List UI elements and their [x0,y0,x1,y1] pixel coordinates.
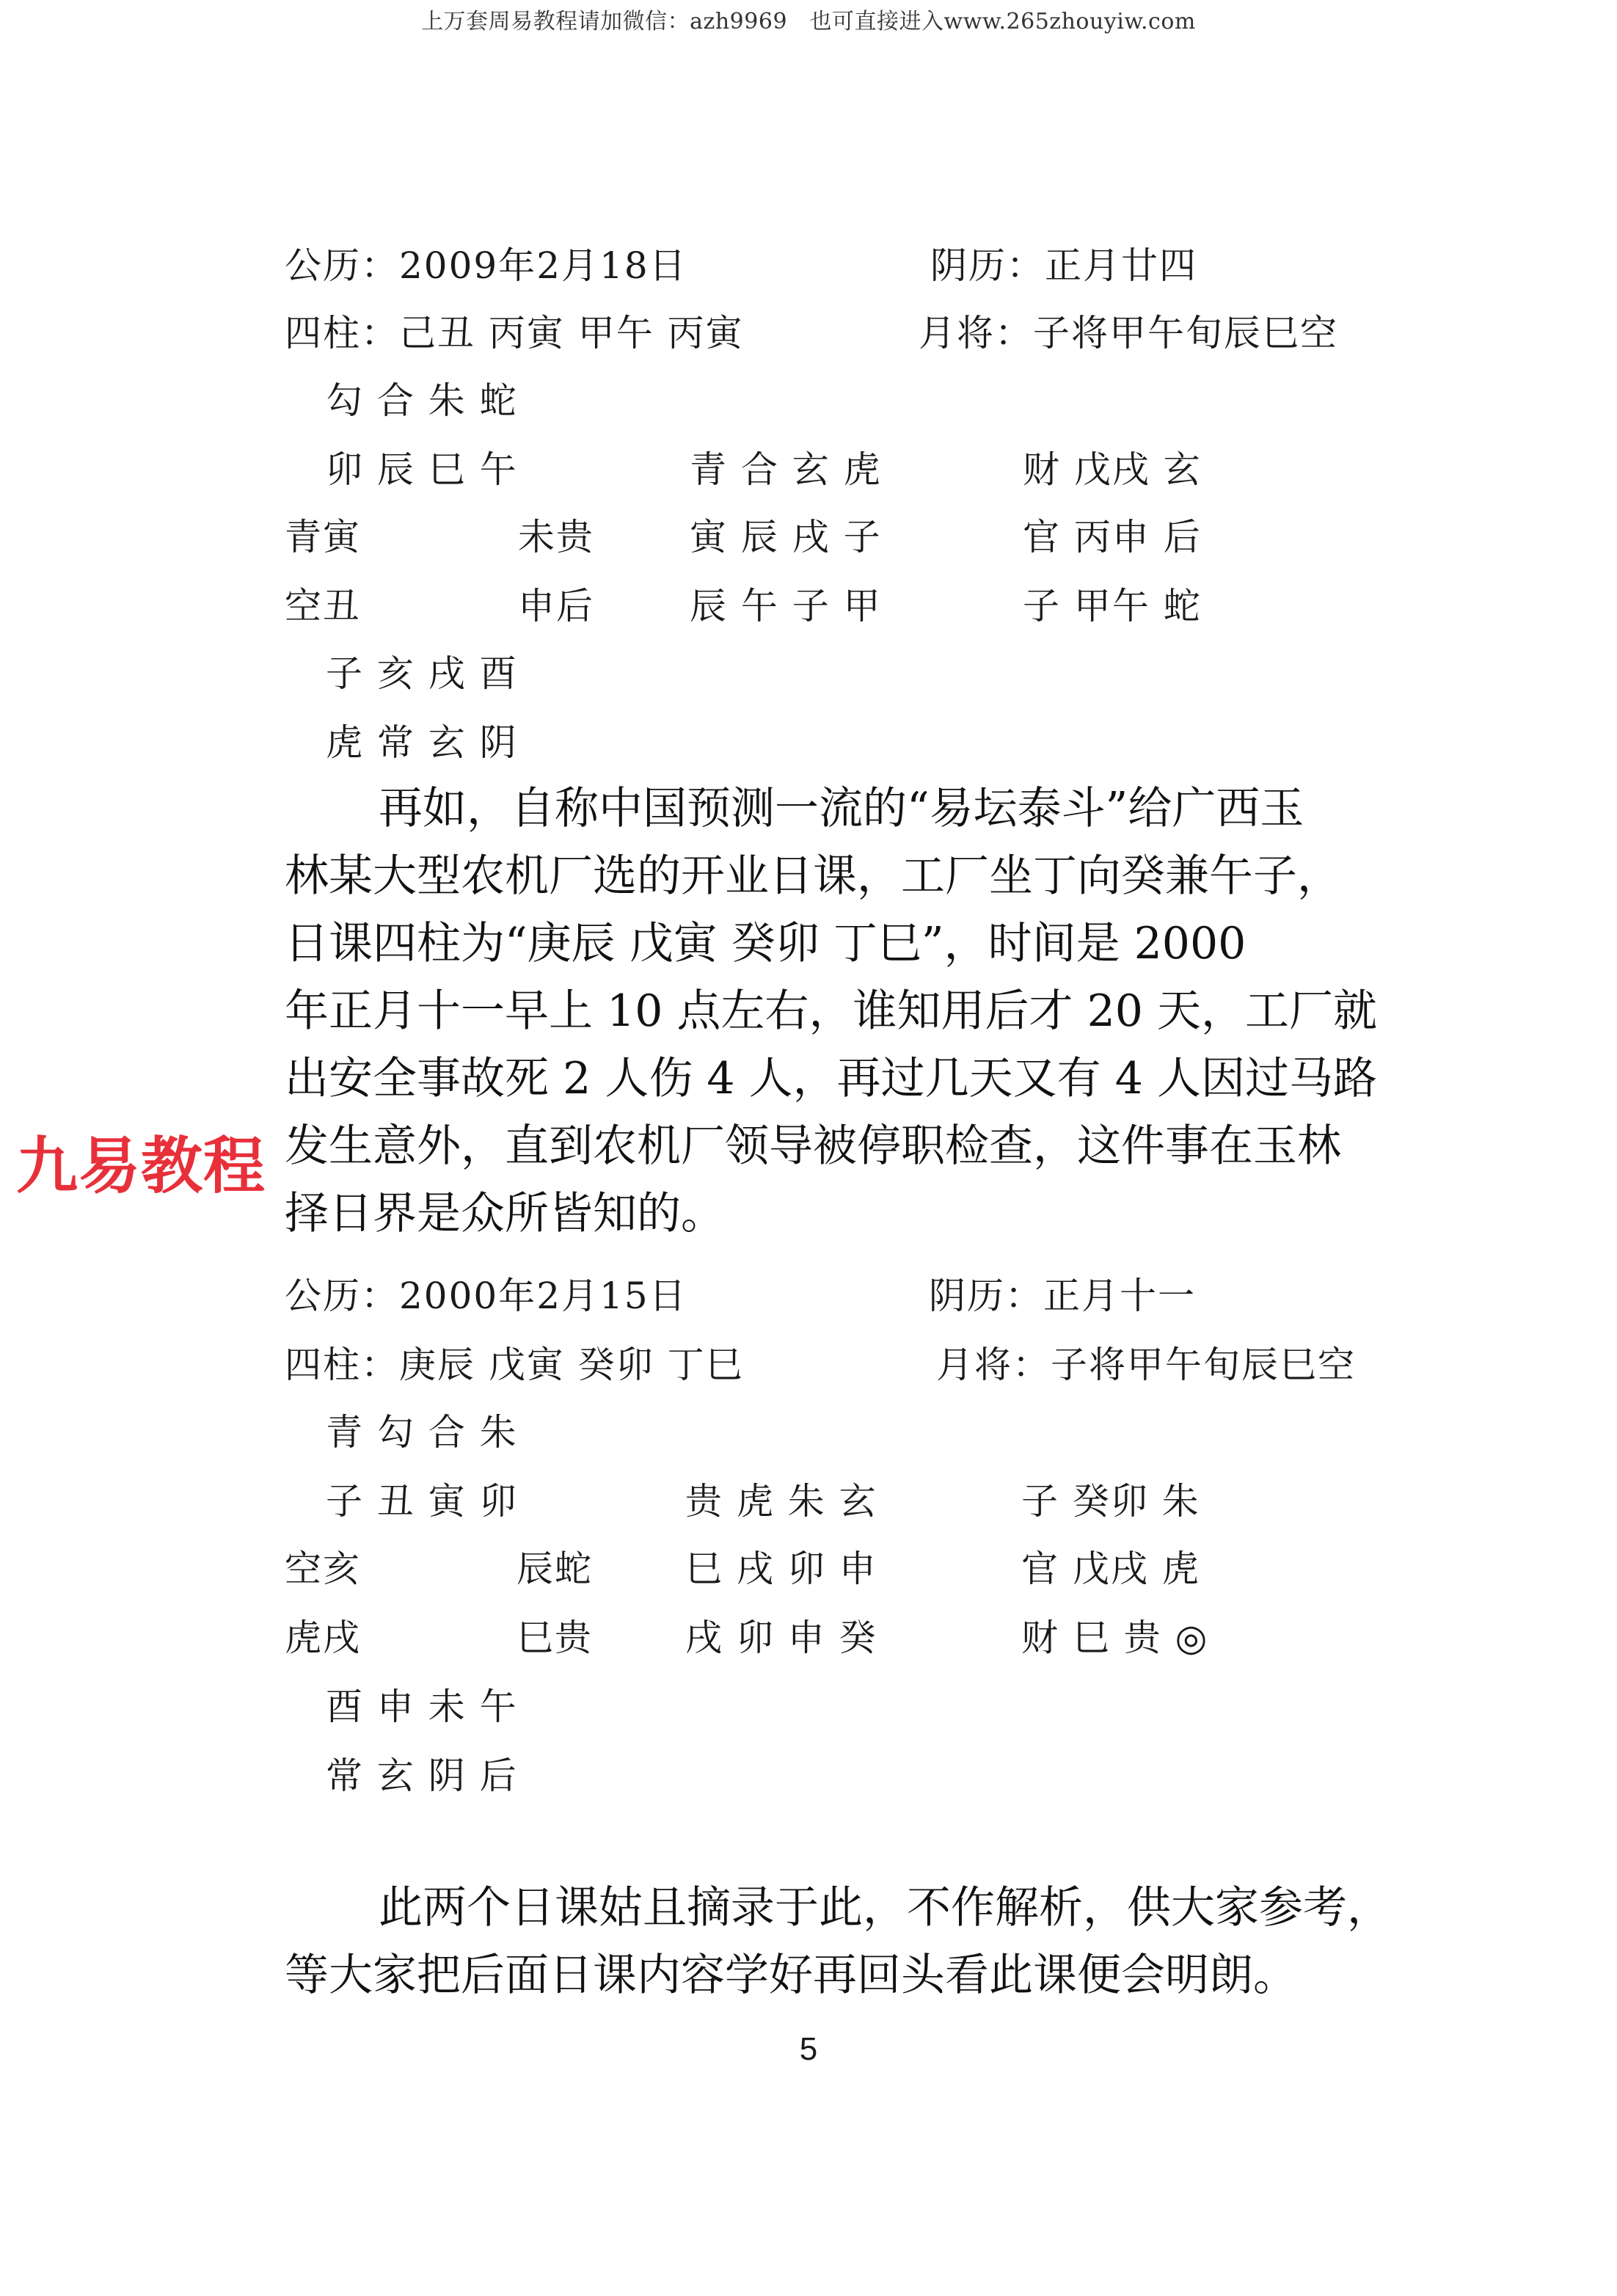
chart1-gongli: 公历：2009年2月18日 [285,244,687,287]
chart2-ke-row-1: 贵 虎 朱 玄 [685,1480,877,1523]
chart2-plate-left-2: 虎戌 [285,1617,361,1659]
chart1-plate-right-1: 未贵 [518,516,594,558]
page-number: 5 [799,2031,818,2067]
chart1-sizhu: 四柱：己丑 丙寅 甲午 丙寅 [285,312,744,354]
chart1-ke-row-2: 寅 辰 戌 子 [690,516,882,558]
chart2-yuejiang: 月将：子将甲午旬辰巳空 [936,1344,1356,1386]
chart1-plate-right-2: 申后 [518,585,594,627]
paragraph-1 [285,775,1418,1247]
chart2-yinli: 阴历：正月十一 [929,1275,1196,1317]
chart1-chuan-row-1: 财 戊戌 玄 [1023,448,1202,491]
chart1-yuejiang: 月将：子将甲午旬辰巳空 [919,312,1338,354]
chart2-sizhu: 四柱：庚辰 戊寅 癸卯 丁巳 [285,1344,744,1386]
chart2-plate-top-branches: 子 丑 寅 卯 [326,1480,518,1523]
chart2-chuan-row-3: 财 巳 贵 ◎ [1021,1617,1209,1659]
chart2-plate-right-2: 巳贵 [517,1617,593,1659]
chart1-plate-left-1: 青寅 [285,516,361,558]
paragraph-2-line: 此两个日课姑且摘录于此，不作解析，供大家参考， [379,1882,1391,1934]
chart1-chuan-row-3: 子 甲午 蛇 [1023,585,1202,627]
paragraph-1-line: 年正月十一早上 10 点左右，谁知用后才 20 天，工厂就 [285,985,1377,1037]
paragraph-2 [285,1874,1418,2009]
paragraph-1-line: 出安全事故死 2 人伤 4 人，再过几天又有 4 人因过马路 [285,1053,1377,1104]
chart2-plate-bottom-branches: 酉 申 未 午 [326,1685,518,1728]
paragraph-1-line: 再如，自称中国预测一流的“易坛泰斗”给广西玉 [379,783,1304,834]
chart2-plate-top-gods: 青 勾 合 朱 [326,1411,518,1454]
chart1-plate-top-branches: 卯 辰 巳 午 [326,448,518,491]
paragraph-1-line: 择日界是众所皆知的。 [285,1188,725,1239]
watermark-logo: 九易教程 [16,1130,266,1202]
chart2-ke-row-3: 戌 卯 申 癸 [685,1617,877,1659]
chart1-ke-row-1: 青 合 玄 虎 [690,448,882,491]
page-header: 上万套周易教程请加微信：azh9969 也可直接进入www.265zhouyiw.com [421,9,1196,34]
paragraph-1-line: 林某大型农机厂选的开业日课，工厂坐丁向癸兼午子， [285,850,1341,902]
paragraph-1-line: 发生意外，直到农机厂领导被停职检查，这件事在玉林 [285,1120,1341,1172]
chart1-plate-left-2: 空丑 [285,585,361,627]
chart1-plate-top-gods: 勾 合 朱 蛇 [326,379,518,422]
chart1-plate-bottom-gods: 虎 常 玄 阴 [326,721,518,764]
chart2-plate-right-1: 辰蛇 [517,1548,593,1590]
chart2-chuan-row-2: 官 戊戌 虎 [1021,1548,1200,1590]
chart1-plate-bottom-branches: 子 亥 戌 酉 [326,652,518,695]
chart1-chuan-row-2: 官 丙申 后 [1023,516,1202,558]
chart2-chuan-row-1: 子 癸卯 朱 [1021,1480,1200,1523]
chart1-yinli: 阴历：正月廿四 [930,244,1197,287]
chart2-gongli: 公历：2000年2月15日 [285,1275,687,1317]
chart2-plate-left-1: 空亥 [285,1548,361,1590]
chart1-ke-row-3: 辰 午 子 甲 [690,585,882,627]
paragraph-2-line: 等大家把后面日课内容学好再回头看此课便会明朗。 [285,1950,1297,2001]
chart2-plate-bottom-gods: 常 玄 阴 后 [326,1754,518,1797]
paragraph-1-line: 日课四柱为“庚辰 戊寅 癸卯 丁巳”，时间是 2000 [285,918,1246,969]
chart2-ke-row-2: 巳 戌 卯 申 [685,1548,877,1590]
